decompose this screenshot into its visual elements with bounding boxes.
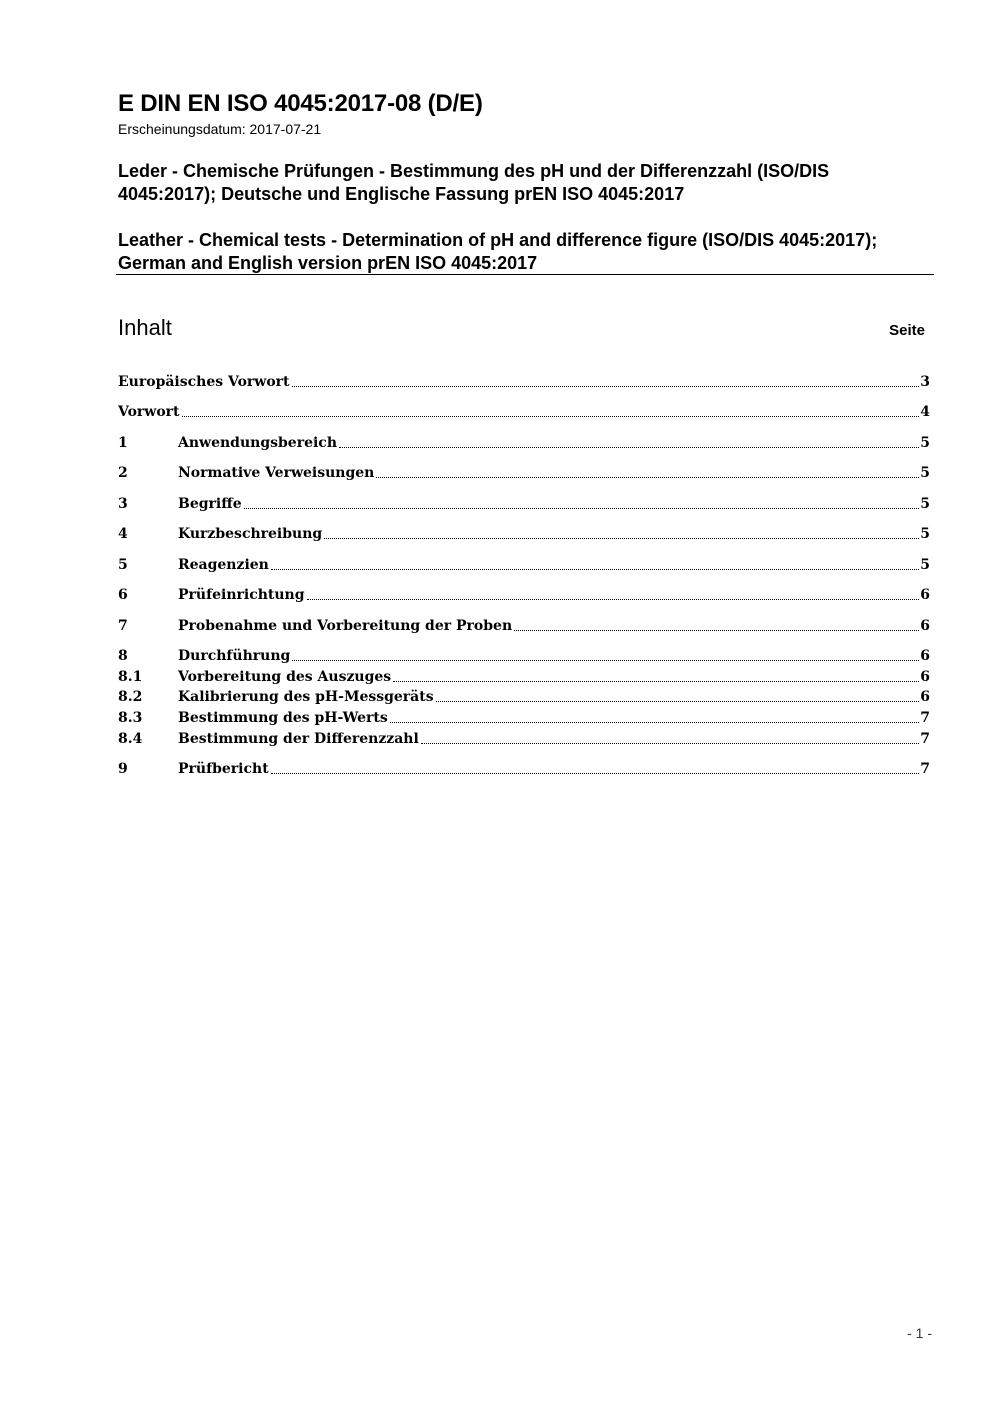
toc-dot-leader [436, 701, 920, 702]
toc-entry-number: 3 [118, 496, 128, 512]
toc-entry-title: Begriffe [178, 496, 242, 512]
toc-entry-page: 7 [920, 731, 930, 747]
toc-entry-title: Europäisches Vorwort [118, 374, 290, 390]
toc-entry-page: 7 [920, 710, 930, 726]
toc-dot-leader [376, 477, 919, 478]
toc-entry-title: Reagenzien [178, 557, 269, 573]
toc-entry-number: 8.4 [118, 731, 143, 747]
toc-entry-page: 3 [920, 374, 930, 390]
toc-dot-leader [421, 743, 919, 744]
toc-entry-page: 5 [920, 465, 930, 481]
toc-entry-title: Normative Verweisungen [178, 465, 375, 481]
toc-dot-leader [271, 773, 920, 774]
title-german: Leder - Chemische Prüfungen - Bestimmung des pH und der Differenzzahl (ISO/DIS 4045:2017); Deutsche und Englische Fassung prEN ISO 4045:2017 [118, 161, 830, 204]
toc-entry[interactable] [118, 646, 930, 666]
toc-entry-title: Durchführung [178, 648, 291, 664]
toc-entry-number: 8 [118, 648, 128, 664]
toc-entry-title: Bestimmung des pH-Werts [178, 710, 388, 726]
toc-entry-number: 8.1 [118, 669, 143, 685]
toc-dot-leader [244, 508, 920, 509]
toc-entry-page: 6 [920, 669, 930, 685]
toc-entry[interactable] [118, 494, 930, 514]
toc-entry-number: 9 [118, 761, 128, 777]
toc-entry-page: 6 [920, 689, 930, 705]
toc-dot-leader [393, 681, 919, 682]
toc-entry-page: 6 [920, 648, 930, 664]
toc-dot-leader [307, 599, 920, 600]
toc-entry[interactable] [118, 585, 930, 605]
toc-dot-leader [292, 660, 919, 661]
toc-entry-page: 6 [920, 587, 930, 603]
toc-entry[interactable] [118, 524, 930, 544]
toc-entry-page: 4 [920, 404, 930, 420]
toc-entry[interactable] [118, 687, 930, 707]
toc-entry-title: Anwendungsbereich [178, 435, 337, 451]
toc-heading: Inhalt [118, 315, 172, 340]
toc-dot-leader [339, 447, 919, 448]
toc-entry-number: 7 [118, 618, 128, 634]
toc-entry-title: Kurzbeschreibung [178, 526, 323, 542]
toc-dot-leader [514, 630, 919, 631]
toc-entry-number: 8.3 [118, 710, 143, 726]
toc-dot-leader [292, 386, 920, 387]
toc-entry-title: Vorbereitung des Auszuges [178, 669, 392, 685]
toc-dot-leader [324, 538, 919, 539]
toc-entry-page: 7 [920, 761, 930, 777]
page-number: - 1 - [907, 1325, 932, 1341]
document-number: E DIN EN ISO 4045:2017-08 (D/E) [118, 90, 483, 117]
toc-entry[interactable] [118, 708, 930, 728]
release-date: Erscheinungsdatum: 2017-07-21 [118, 121, 322, 137]
toc-entry-title: Prüfbericht [178, 761, 269, 777]
toc-entry-title: Prüfeinrichtung [178, 587, 305, 603]
toc-entry[interactable] [118, 729, 930, 749]
toc-entry[interactable] [118, 616, 930, 636]
toc-dot-leader [182, 416, 920, 417]
toc-entry-title: Bestimmung der Differenzzahl [178, 731, 419, 747]
header-divider [116, 274, 934, 275]
toc-entry[interactable] [118, 463, 930, 483]
toc-entry[interactable] [118, 759, 930, 779]
toc-entry[interactable] [118, 555, 930, 575]
toc-entry-number: 1 [118, 435, 128, 451]
toc-entry-page: 5 [920, 526, 930, 542]
toc-entry-page: 5 [920, 435, 930, 451]
toc-entry-page: 5 [920, 557, 930, 573]
toc-entry-title: Kalibrierung des pH-Messgeräts [178, 689, 434, 705]
toc-dot-leader [390, 722, 919, 723]
toc-entry-number: 4 [118, 526, 128, 542]
toc-entry[interactable] [118, 372, 930, 392]
toc-entry-number: 2 [118, 465, 128, 481]
toc-entry-title: Vorwort [118, 404, 180, 420]
toc-entry-title: Probenahme und Vorbereitung der Proben [178, 618, 513, 634]
toc-entry[interactable] [118, 667, 930, 687]
toc-page-column-label: Seite [889, 322, 925, 339]
toc-entry-number: 8.2 [118, 689, 143, 705]
toc-entry-page: 6 [920, 618, 930, 634]
toc-entry-number: 6 [118, 587, 128, 603]
toc-dot-leader [271, 569, 919, 570]
toc-entry[interactable] [118, 402, 930, 422]
toc-entry-page: 5 [920, 496, 930, 512]
title-english: Leather - Chemical tests - Determination of pH and difference figure (ISO/DIS 4045:2017); German and English version prEN ISO 4045:2017 [118, 230, 878, 273]
toc-entry[interactable] [118, 433, 930, 453]
toc-entry-number: 5 [118, 557, 128, 573]
